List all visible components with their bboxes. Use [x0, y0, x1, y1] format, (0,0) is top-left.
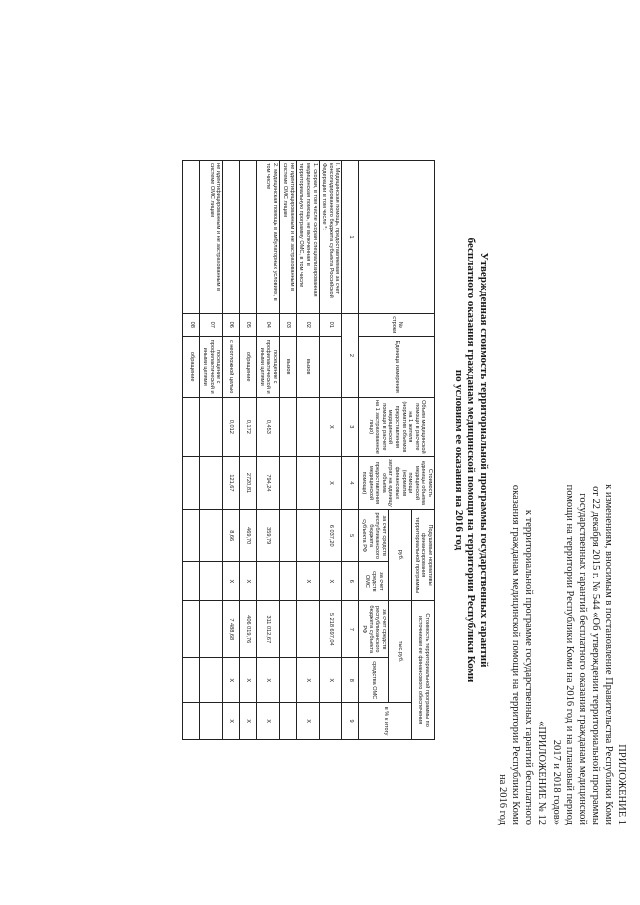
row-pc-budget: 6 037,20 — [319, 509, 342, 562]
row-total-budget: 311 012,67 — [257, 601, 280, 658]
column-number: 7 — [342, 601, 359, 658]
column-number: 1 — [342, 161, 359, 314]
head-per-capita: Подушевые нормативы финансирования территориальной программы — [412, 509, 435, 600]
row-total-oms: X — [240, 658, 257, 703]
table-row — [183, 161, 200, 740]
row-total-oms: X — [223, 658, 240, 703]
row-percent: X — [257, 703, 280, 740]
row-volume — [200, 397, 223, 456]
column-number: 2 — [342, 314, 359, 398]
column-number: 4 — [342, 456, 359, 509]
row-pc-oms: X — [223, 562, 240, 601]
row-total-oms — [279, 658, 296, 703]
row-name: I. Медицинская помощь, предоставляемая за счет консолидированного бюджета субъекта Российской Федерации в том числе *: — [319, 161, 342, 314]
annex-1-line: ПРИЛОЖЕНИЕ 1 — [616, 744, 627, 825]
row-total-budget: 406 019,76 — [240, 601, 257, 658]
row-pc-budget — [279, 509, 296, 562]
head-volume: Объем медицинской помощи в расчете на 1 жителя (норматив объемов предоставления медицинской помощи в расчете на 1 застрахованное лицо) — [359, 397, 435, 456]
row-pc-oms — [257, 562, 280, 601]
head-unit-cost: Стоимость единицы объема медицинской помощи (норматив финансовых затрат на единицу объема предоставления медицинской помощи) — [359, 456, 435, 509]
row-name: не идентифицированным и не застрахованным в системе ОМС лицам — [200, 161, 223, 314]
head-total-oms: средства ОМС — [359, 658, 388, 703]
head-row-number: № строки — [359, 314, 435, 337]
row-volume: 0,172 — [240, 397, 257, 456]
row-pc-oms — [183, 562, 200, 601]
row-code: 04 — [257, 314, 280, 337]
row-pc-oms: X — [319, 562, 342, 601]
row-unit-cost: X — [319, 456, 342, 509]
row-unit-cost — [296, 456, 319, 509]
row-unit-cost: 121,67 — [223, 456, 240, 509]
annex-12-line: к территориальной программе государственных гарантий бесплатного — [523, 509, 534, 825]
row-volume — [183, 397, 200, 456]
head-per-capita-unit: руб. — [388, 509, 411, 600]
annex-1-line: от 22 декабря 2015 г. № 544 «Об утверждении территориальной программы — [590, 486, 601, 825]
row-name — [183, 161, 200, 314]
row-total-oms — [183, 658, 200, 703]
table-row — [296, 161, 319, 740]
row-unit: вызов — [279, 336, 296, 397]
row-unit-cost: 794,24 — [257, 456, 280, 509]
row-total-budget — [183, 601, 200, 658]
head-pc-budget: за счет средств республиканского бюджета субъекта РФ — [359, 509, 388, 562]
head-pc-oms: за счет средств ОМС — [359, 562, 388, 601]
row-unit-cost — [200, 456, 223, 509]
row-pc-budget: 469,70 — [240, 509, 257, 562]
row-pc-budget: 359,79 — [257, 509, 280, 562]
row-volume: X — [319, 397, 342, 456]
annex-1-line: 2017 и 2018 годов» — [551, 739, 562, 825]
head-percent: в % к итогу — [359, 703, 412, 740]
row-total-oms: X — [296, 658, 319, 703]
row-total-budget — [296, 601, 319, 658]
row-total-budget: 7 488,68 — [223, 601, 240, 658]
table-row — [240, 161, 257, 740]
row-pc-budget: 8,66 — [223, 509, 240, 562]
column-number: 8 — [342, 658, 359, 703]
title-line: по условиям ее оказания на 2016 год — [453, 369, 465, 551]
row-pc-oms — [200, 562, 223, 601]
row-name: не идентифицированным и не застрахованным в системе ОМС лицам — [279, 161, 296, 314]
row-unit: обращение — [240, 336, 257, 397]
row-unit: посещение с профилактической и иными целями — [257, 336, 280, 397]
row-unit-cost: 2720,81 — [240, 456, 257, 509]
cost-table — [182, 160, 435, 740]
head-name — [359, 161, 435, 314]
row-total-oms: X — [319, 658, 342, 703]
annex-1-header — [550, 65, 628, 825]
row-unit-cost — [279, 456, 296, 509]
annex-12-line: «ПРИЛОЖЕНИЕ № 12 — [536, 721, 547, 825]
document-title — [453, 150, 491, 770]
row-code: 05 — [240, 314, 257, 337]
row-pc-oms: X — [240, 562, 257, 601]
annex-12-line: на 2016 год — [497, 774, 508, 825]
row-percent — [319, 703, 342, 740]
row-code: 02 — [296, 314, 319, 337]
row-volume — [296, 397, 319, 456]
column-number: 5 — [342, 509, 359, 562]
row-pc-budget — [183, 509, 200, 562]
annex-1-line: государственных гарантий бесплатного оказания гражданам медицинской — [577, 493, 588, 825]
row-code: 08 — [183, 314, 200, 337]
title-line: бесплатного оказания гражданам медицинской помощи на территории Республики Коми — [465, 237, 478, 683]
annex-1-line: к изменениям, вносимым в постановление Правительства Республики Коми — [603, 484, 614, 825]
row-total-budget: 5 218 697,04 — [319, 601, 342, 658]
row-code: 03 — [279, 314, 296, 337]
column-number: 6 — [342, 562, 359, 601]
column-numbers-row — [342, 161, 359, 740]
table-row — [257, 161, 280, 740]
row-volume — [279, 397, 296, 456]
annex-1-line: помощи на территории Республики Коми на 2016 год и на плановый период — [564, 484, 575, 825]
row-pc-oms — [279, 562, 296, 601]
row-unit-cost — [183, 456, 200, 509]
row-total-oms — [200, 658, 223, 703]
row-percent: X — [296, 703, 319, 740]
annex-12-header — [496, 305, 548, 825]
row-name: 2. медицинская помощь в амбулаторных условиях, в том числе — [257, 161, 280, 314]
row-pc-oms: X — [296, 562, 319, 601]
head-program-cost-unit: тыс.руб. — [388, 601, 411, 703]
row-percent — [279, 703, 296, 740]
row-percent: X — [223, 703, 240, 740]
annex-12-line: оказания гражданам медицинской помощи на территории Республики Коми — [510, 484, 521, 825]
column-number: 3 — [342, 397, 359, 456]
head-unit: Единица измерения — [359, 336, 435, 397]
row-total-oms: X — [257, 658, 280, 703]
row-unit — [319, 336, 342, 397]
row-name — [223, 161, 240, 314]
row-name — [240, 161, 257, 314]
row-code: 07 — [200, 314, 223, 337]
row-unit: обращение — [183, 336, 200, 397]
table-row — [279, 161, 296, 740]
row-volume: 0,453 — [257, 397, 280, 456]
row-volume: 0,012 — [223, 397, 240, 456]
table-row — [200, 161, 223, 740]
row-pc-budget — [296, 509, 319, 562]
row-unit: вызов — [296, 336, 319, 397]
row-pc-budget — [200, 509, 223, 562]
row-code: 01 — [319, 314, 342, 337]
row-total-budget — [279, 601, 296, 658]
cost-table-wrapper — [182, 160, 435, 740]
title-line: Утвержденная стоимость территориальной программы государственных гарантий — [478, 252, 490, 668]
row-total-budget — [200, 601, 223, 658]
row-percent: X — [240, 703, 257, 740]
table-row — [319, 161, 342, 740]
row-code: 06 — [223, 314, 240, 337]
row-name: 1. скорая, в том числе скорая специализированная медицинская помощь, не включенная в территориальную программу ОМС, в том числе — [296, 161, 319, 314]
row-unit: посещение с профилактической и иными целями — [200, 336, 223, 397]
row-percent — [200, 703, 223, 740]
head-total-budget: за счет средств республиканского бюджета субъекта РФ — [359, 601, 388, 658]
column-number: 9 — [342, 703, 359, 740]
table-row — [223, 161, 240, 740]
row-percent — [183, 703, 200, 740]
head-program-cost: Стоимость территориальной программы по источникам ее финансового обеспечения — [412, 601, 435, 740]
row-unit: с неотложной целью — [223, 336, 240, 397]
